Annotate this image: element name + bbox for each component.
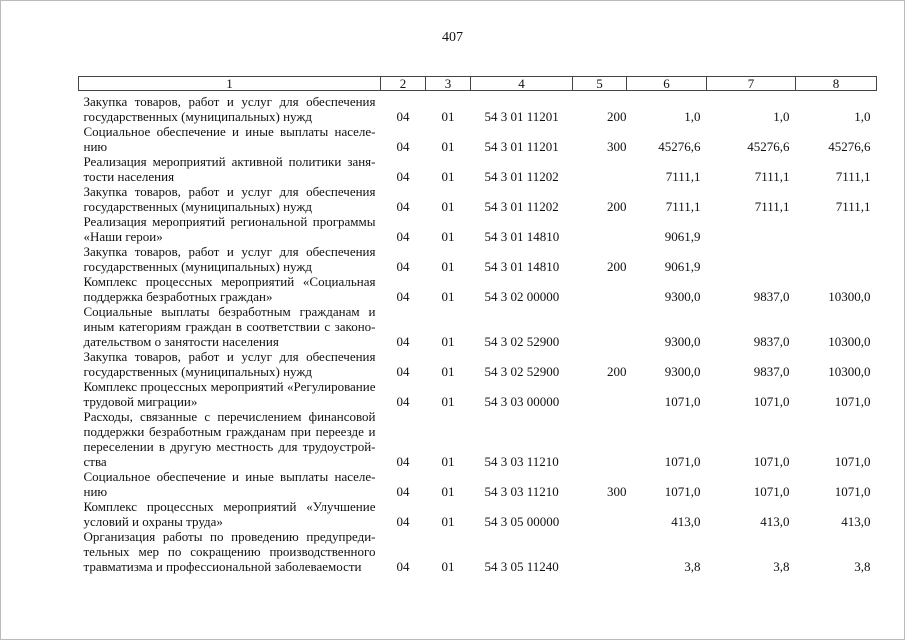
amount-year-1: 9061,9 (664, 259, 701, 274)
table-row (79, 529, 877, 574)
table-row (79, 379, 877, 409)
subsection-code: 01 (441, 199, 455, 214)
subsection-code: 01 (441, 559, 455, 574)
section-code: 04 (396, 364, 410, 379)
target-article: 54 3 05 00000 (484, 514, 560, 529)
subsection-code: 01 (441, 169, 455, 184)
row-name: Закупка товаров, работ и услуг для обеспечения государственных (муниципальных) нужд (83, 349, 376, 379)
expense-type (573, 529, 627, 574)
target-article: 54 3 01 11202 (484, 199, 559, 214)
subsection-code: 01 (441, 394, 455, 409)
amount-year-2: 9837,0 (753, 289, 790, 304)
subsection-code: 01 (441, 454, 455, 469)
target-article: 54 3 05 11240 (484, 559, 559, 574)
section-code: 04 (396, 454, 410, 469)
target-article: 54 3 03 11210 (484, 454, 559, 469)
table-row (79, 124, 877, 154)
amount-year-2 (707, 244, 796, 274)
target-article: 54 3 02 52900 (484, 334, 560, 349)
page-number: 407 (442, 30, 463, 45)
col-header: 6 (627, 77, 707, 91)
amount-year-2: 7111,1 (754, 199, 790, 214)
row-name: Расходы, связанные с перечислением финансовой поддержки безработным гражданам при переезде и переселении в другую местность для трудоустрой-ства (83, 409, 376, 469)
amount-year-1: 7111,1 (665, 169, 701, 184)
table-row (79, 244, 877, 274)
amount-year-1: 7111,1 (665, 199, 701, 214)
expense-type: 200 (607, 364, 627, 379)
section-code: 04 (396, 484, 410, 499)
target-article: 54 3 02 52900 (484, 364, 560, 379)
amount-year-3: 1071,0 (834, 484, 871, 499)
amount-year-2: 1071,0 (753, 394, 790, 409)
target-article: 54 3 01 11201 (484, 139, 559, 154)
amount-year-3: 10300,0 (828, 334, 871, 349)
table-row (79, 499, 877, 529)
section-code: 04 (396, 169, 410, 184)
amount-year-3: 10300,0 (828, 289, 871, 304)
amount-year-1: 1071,0 (664, 454, 701, 469)
amount-year-1: 9300,0 (664, 334, 701, 349)
table-row (79, 274, 877, 304)
expense-type (573, 274, 627, 304)
expense-type (573, 379, 627, 409)
row-name: Реализация мероприятий региональной программы «Наши герои» (83, 214, 376, 244)
amount-year-2: 9837,0 (753, 364, 790, 379)
subsection-code: 01 (441, 484, 455, 499)
row-name: Социальное обеспечение и иные выплаты населе-нию (83, 124, 376, 154)
amount-year-3: 413,0 (841, 514, 871, 529)
expense-type: 300 (607, 139, 627, 154)
row-name: Социальное обеспечение и иные выплаты населе-нию (83, 469, 376, 499)
expense-type: 200 (607, 199, 627, 214)
row-name: Организация работы по проведению предупреди-тельных мер по сокращению производственного травматизма и профессиональной заболеваемости (83, 529, 376, 574)
amount-year-1: 3,8 (684, 559, 701, 574)
target-article: 54 3 01 11202 (484, 169, 559, 184)
section-code: 04 (396, 139, 410, 154)
amount-year-1: 1,0 (684, 109, 701, 124)
row-name: Закупка товаров, работ и услуг для обеспечения государственных (муниципальных) нужд (83, 184, 376, 214)
amount-year-3: 7111,1 (835, 169, 871, 184)
subsection-code: 01 (441, 289, 455, 304)
subsection-code: 01 (441, 139, 455, 154)
section-code: 04 (396, 559, 410, 574)
amount-year-1: 45276,6 (658, 139, 701, 154)
target-article: 54 3 03 00000 (484, 394, 560, 409)
section-code: 04 (396, 289, 410, 304)
section-code: 04 (396, 199, 410, 214)
subsection-code: 01 (441, 334, 455, 349)
table-row (79, 304, 877, 349)
budget-table (78, 76, 877, 574)
header-row (79, 77, 877, 91)
target-article: 54 3 01 14810 (484, 259, 560, 274)
col-header: 1 (79, 77, 381, 91)
target-article: 54 3 01 11201 (484, 109, 559, 124)
amount-year-1: 9061,9 (664, 229, 701, 244)
section-code: 04 (396, 334, 410, 349)
row-name: Комплекс процессных мероприятий «Социальная поддержка безработных граждан» (83, 274, 376, 304)
amount-year-3: 7111,1 (835, 199, 871, 214)
table-row (79, 469, 877, 499)
amount-year-2 (707, 214, 796, 244)
section-code: 04 (396, 259, 410, 274)
amount-year-1: 1071,0 (664, 394, 701, 409)
expense-type: 200 (607, 259, 627, 274)
expense-type (573, 214, 627, 244)
target-article: 54 3 02 00000 (484, 289, 560, 304)
table-row (79, 409, 877, 469)
table-row (79, 154, 877, 184)
expense-type (573, 409, 627, 469)
expense-type: 200 (607, 109, 627, 124)
amount-year-2: 1071,0 (753, 454, 790, 469)
amount-year-3: 45276,6 (828, 139, 871, 154)
section-code: 04 (396, 229, 410, 244)
row-name: Комплекс процессных мероприятий «Регулирование трудовой миграции» (83, 379, 376, 409)
expense-type (573, 499, 627, 529)
target-article: 54 3 01 14810 (484, 229, 560, 244)
expense-type (573, 154, 627, 184)
amount-year-2: 7111,1 (754, 169, 790, 184)
amount-year-2: 3,8 (773, 559, 790, 574)
amount-year-1: 9300,0 (664, 364, 701, 379)
amount-year-1: 9300,0 (664, 289, 701, 304)
subsection-code: 01 (441, 229, 455, 244)
expense-type (573, 304, 627, 349)
section-code: 04 (396, 109, 410, 124)
amount-year-3: 1,0 (854, 109, 871, 124)
table-row (79, 184, 877, 214)
amount-year-2: 9837,0 (753, 334, 790, 349)
amount-year-3 (796, 244, 877, 274)
row-name: Социальные выплаты безработным гражданам и иным категориям граждан в соответствии с законо-дательством о занятости населения (83, 304, 376, 349)
subsection-code: 01 (441, 514, 455, 529)
amount-year-3 (796, 214, 877, 244)
amount-year-3: 1071,0 (834, 454, 871, 469)
expense-type: 300 (607, 484, 627, 499)
col-header: 8 (796, 77, 877, 91)
subsection-code: 01 (441, 109, 455, 124)
amount-year-3: 10300,0 (828, 364, 871, 379)
amount-year-2: 1,0 (773, 109, 790, 124)
subsection-code: 01 (441, 364, 455, 379)
table-row (79, 349, 877, 379)
amount-year-1: 1071,0 (664, 484, 701, 499)
col-header: 3 (426, 77, 471, 91)
row-name: Закупка товаров, работ и услуг для обеспечения государственных (муниципальных) нужд (83, 244, 376, 274)
amount-year-3: 3,8 (854, 559, 871, 574)
amount-year-2: 45276,6 (747, 139, 790, 154)
section-code: 04 (396, 514, 410, 529)
row-name: Комплекс процессных мероприятий «Улучшение условий и охраны труда» (83, 499, 376, 529)
amount-year-2: 1071,0 (753, 484, 790, 499)
amount-year-2: 413,0 (760, 514, 790, 529)
subsection-code: 01 (441, 259, 455, 274)
col-header: 7 (707, 77, 796, 91)
row-name: Закупка товаров, работ и услуг для обеспечения государственных (муниципальных) нужд (83, 94, 376, 124)
target-article: 54 3 03 11210 (484, 484, 559, 499)
col-header: 5 (573, 77, 627, 91)
table-row (79, 91, 877, 125)
table-row (79, 214, 877, 244)
amount-year-3: 1071,0 (834, 394, 871, 409)
section-code: 04 (396, 394, 410, 409)
row-name: Реализация мероприятий активной политики заня-тости населения (83, 154, 376, 184)
col-header: 2 (381, 77, 426, 91)
amount-year-1: 413,0 (671, 514, 701, 529)
col-header: 4 (471, 77, 573, 91)
